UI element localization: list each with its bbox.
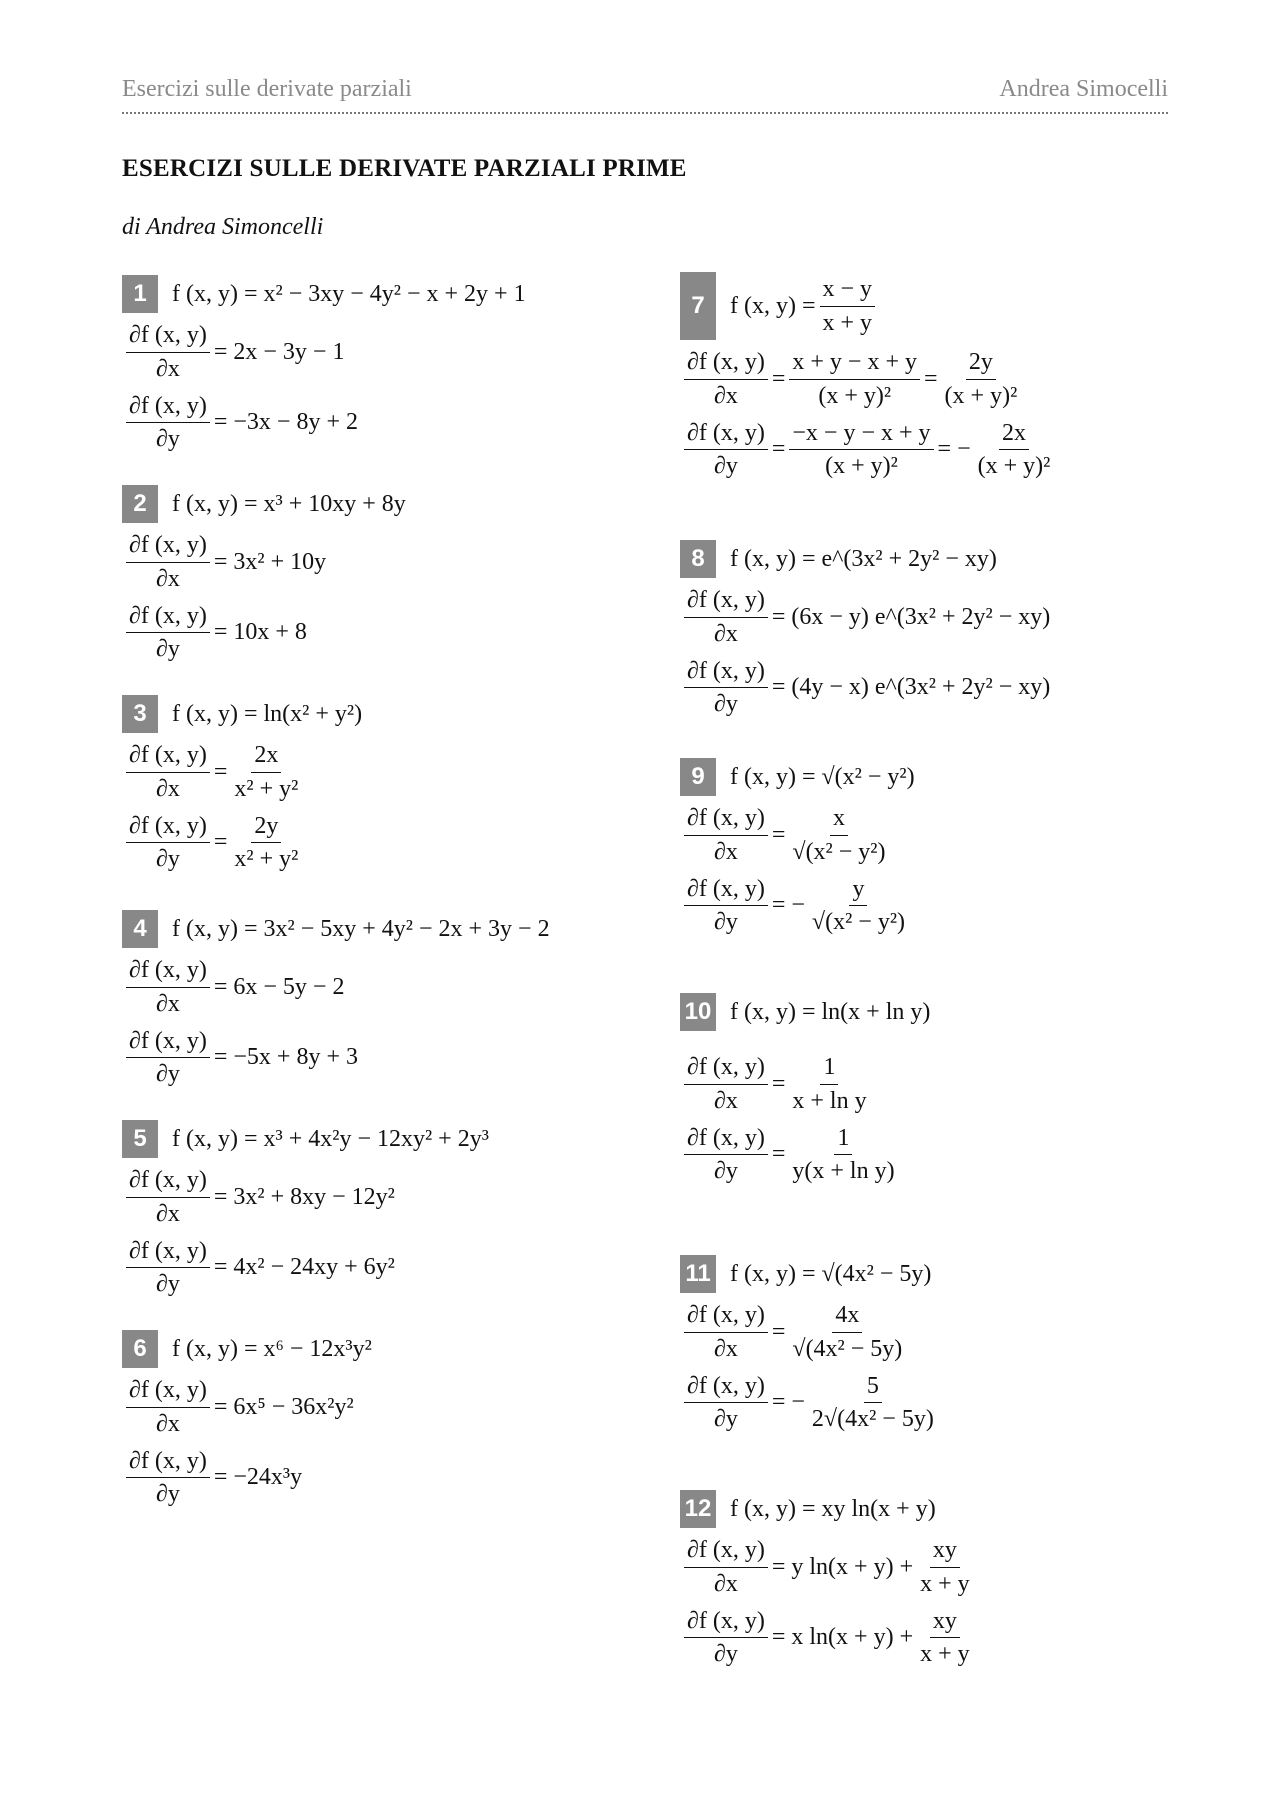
author-line: di Andrea Simoncelli <box>122 214 324 240</box>
exercise-number: 2 <box>122 485 158 523</box>
partial-x-label: $\frac{\partial f (x, y)}{\partial x}$ <box>684 804 768 867</box>
partial-y-result: $\frac{2y}{\text{x² + y²}}$ <box>234 812 299 873</box>
partial-x-result: = (6x − y) e^(3x² + 2y² − xy) <box>771 603 1051 630</box>
partial-y-result: = −24x³y <box>213 1464 303 1491</box>
partial-x-label: $\frac{\partial f (x, y)}{\partial x}$ <box>126 321 210 384</box>
partial-x-label: $\frac{\partial f (x, y)}{\partial x}$ <box>684 1053 768 1116</box>
partial-x-result: = 3x² + 8xy − 12y² <box>213 1183 395 1210</box>
partial-x-label: $\frac{\partial f (x, y)}{\partial x}$ <box>684 586 768 649</box>
exercise-10: 10 f (x, y) = ln(x + ln y) $\frac{\partial f (x, y)}{\partial x}$ = $\frac{1}{\text{x + ln y}}$ $\frac{\partial f (x, y)}{\partial y}$ = $\frac{1}{\text{y(x + ln y)}}$ <box>680 993 930 1186</box>
function-definition: f (x, y) = x³ + 4x²y − 12xy² + 2y³ <box>172 1125 489 1152</box>
function-definition: $\frac{x - y}{x + y}$ <box>820 275 876 338</box>
exercise-number: 5 <box>122 1120 158 1158</box>
partial-x-result: $\frac{x}{\text{√(x² − y²)}}$ <box>792 805 886 865</box>
partial-x-result: = 6x⁵ − 36x²y² <box>213 1393 354 1420</box>
partial-y-label: $\frac{\partial f (x, y)}{\partial y}$ <box>126 812 210 875</box>
exercise-number: 7 <box>680 272 716 340</box>
exercise-11: 11 f (x, y) = √(4x² − 5y) $\frac{\partial f (x, y)}{\partial x}$ = $\frac{4x}{\text{√(4x² − 5y)}}$ $\frac{\partial f (x, y)}{\partial y}$ = − $\frac{5}{\text{2√(4x² − 5y)}}$ <box>680 1255 941 1434</box>
partial-y-label: $\frac{\partial f (x, y)}{\partial y}$ <box>126 1447 210 1510</box>
function-definition: f (x, y) = x² − 3xy − 4y² − x + 2y + 1 <box>172 280 526 307</box>
function-definition: f (x, y) = √(4x² − 5y) <box>730 1260 932 1287</box>
partial-y-label: $\frac{\partial f (x, y)}{\partial y}$ <box>684 1372 768 1435</box>
partial-x-result: = 2x − 3y − 1 <box>213 338 345 365</box>
exercise-number: 9 <box>680 758 716 796</box>
header-divider <box>122 112 1168 114</box>
function-definition: f (x, y) = e^(3x² + 2y² − xy) <box>730 545 997 572</box>
partial-x-label: $\frac{\partial f (x, y)}{\partial x}$ <box>684 1536 768 1599</box>
exercise-1 <box>122 275 526 454</box>
partial-y-result: = (4y − x) e^(3x² + 2y² − xy) <box>771 674 1051 701</box>
partial-y-label: $\frac{\partial f (x, y)}{\partial y}$ <box>684 657 768 720</box>
partial-y-result: = −5x + 8y + 3 <box>213 1044 358 1071</box>
exercise-5 <box>122 1120 489 1299</box>
exercise-8 <box>680 540 1050 719</box>
partial-x-result: $\frac{1}{\text{x + ln y}}$ <box>792 1054 867 1114</box>
exercise-number: 12 <box>680 1490 716 1528</box>
header-left: Esercizi sulle derivate parziali <box>122 76 412 102</box>
partial-x-result: = 6x − 5y − 2 <box>213 973 345 1000</box>
partial-y-label: $\frac{\partial f (x, y)}{\partial y}$ <box>126 1027 210 1090</box>
function-definition: f (x, y) = x³ + 10xy + 8y <box>172 490 406 517</box>
partial-y-label: $\frac{\partial f (x, y)}{\partial y}$ <box>126 602 210 665</box>
partial-x-result: $\frac{x + y - x + y}{\text{(x + y)²}}$ <box>789 348 920 411</box>
partial-y-result: $\frac{1}{\text{y(x + ln y)}}$ <box>792 1124 895 1185</box>
exercise-number: 11 <box>680 1255 716 1293</box>
exercise-6 <box>122 1330 372 1509</box>
partial-x-label: $\frac{\partial f (x, y)}{\partial x}$ <box>126 1166 210 1229</box>
partial-x-label: $\frac{\partial f (x, y)}{\partial x}$ <box>126 741 210 804</box>
exercise-number: 10 <box>680 993 716 1031</box>
partial-y-label: $\frac{\partial f (x, y)}{\partial y}$ <box>684 419 768 482</box>
exercise-9: 9 f (x, y) = √(x² − y²) $\frac{\partial f (x, y)}{\partial x}$ = $\frac{x}{\text{√(x² − y²)}}$ $\frac{\partial f (x, y)}{\partial y}$ = − $\frac{y}{\text{√(x² − y²)}}$ <box>680 758 915 937</box>
exercise-number: 1 <box>122 275 158 313</box>
exercise-2 <box>122 485 406 664</box>
partial-y-result: = −3x − 8y + 2 <box>213 409 358 436</box>
partial-x-label: $\frac{\partial f (x, y)}{\partial x}$ <box>126 531 210 594</box>
exercise-number: 3 <box>122 695 158 733</box>
exercise-7: 7 f (x, y) = $\frac{x - y}{x + y}$ $\frac{\partial f (x, y)}{\partial x}$ = $\frac{x + y - x + y}{\text{(x + y)²}}$ = $\frac{2y}{\text{(x + y)²}}$ $\frac{\partial f (x, y)}{\partial y}$ = $\frac{-x - y - x + y}{\text{(x + y)²}}$ = − $\frac{2x}{\text{(x + y)²}}$ <box>680 272 1057 481</box>
partial-y-result: $\frac{5}{\text{2√(4x² − 5y)}}$ <box>811 1372 934 1433</box>
exercise-4 <box>122 910 550 1089</box>
partial-y-result: = 10x + 8 <box>213 619 307 646</box>
partial-x-label: $\frac{\partial f (x, y)}{\partial x}$ <box>126 1376 210 1439</box>
partial-x-result: $\frac{xy}{x + y}$ <box>920 1537 970 1597</box>
partial-x-label: $\frac{\partial f (x, y)}{\partial x}$ <box>684 1301 768 1364</box>
partial-x-label: $\frac{\partial f (x, y)}{\partial x}$ <box>126 956 210 1019</box>
partial-y-result: = 4x² − 24xy + 6y² <box>213 1254 395 1281</box>
partial-y-label: $\frac{\partial f (x, y)}{\partial y}$ <box>684 1124 768 1187</box>
partial-y-label: $\frac{\partial f (x, y)}{\partial y}$ <box>126 1237 210 1300</box>
partial-x-label: $\frac{\partial f (x, y)}{\partial x}$ <box>684 348 768 411</box>
partial-x-result: = 3x² + 10y <box>213 548 327 575</box>
header-right: Andrea Simocelli <box>999 76 1168 102</box>
function-definition: f (x, y) = ln(x² + y²) <box>172 700 363 727</box>
partial-y-simplified: $\frac{2x}{\text{(x + y)²}}$ <box>977 419 1051 480</box>
partial-y-result: $\frac{-x - y - x + y}{\text{(x + y)²}}$ <box>789 419 933 482</box>
partial-y-result: $\frac{y}{\text{√(x² − y²)}}$ <box>811 875 906 936</box>
exercise-12: 12 f (x, y) = xy ln(x + y) $\frac{\partial f (x, y)}{\partial x}$ = y ln(x + y) + $\frac{xy}{x + y}$ $\frac{\partial f (x, y)}{\partial y}$ = x ln(x + y) + $\frac{xy}{x + y}$ <box>680 1490 977 1669</box>
partial-x-result: $\frac{4x}{\text{√(4x² − 5y)}}$ <box>792 1302 903 1362</box>
partial-y-label: $\frac{\partial f (x, y)}{\partial y}$ <box>684 1607 768 1670</box>
partial-x-result: $\frac{2x}{\text{x² + y²}}$ <box>234 742 299 802</box>
exercise-number: 6 <box>122 1330 158 1368</box>
partial-y-label: $\frac{\partial f (x, y)}{\partial y}$ <box>684 875 768 938</box>
function-definition: f (x, y) = 3x² − 5xy + 4y² − 2x + 3y − 2 <box>172 915 550 942</box>
exercise-number: 4 <box>122 910 158 948</box>
exercise-3: 3 f (x, y) = ln(x² + y²) $\frac{\partial f (x, y)}{\partial x}$ = $\frac{2x}{\text{x² + y²}}$ $\frac{\partial f (x, y)}{\partial y}$ = $\frac{2y}{\text{x² + y²}}$ <box>122 695 362 874</box>
function-definition: f (x, y) = √(x² − y²) <box>730 763 915 790</box>
partial-x-simplified: $\frac{2y}{\text{(x + y)²}}$ <box>944 349 1018 409</box>
partial-y-label: $\frac{\partial f (x, y)}{\partial y}$ <box>126 392 210 455</box>
function-definition: f (x, y) = xy ln(x + y) <box>730 1495 936 1522</box>
function-definition: f (x, y) = x⁶ − 12x³y² <box>172 1335 372 1362</box>
partial-y-result: $\frac{xy}{x + y}$ <box>920 1607 970 1668</box>
page-title: ESERCIZI SULLE DERIVATE PARZIALI PRIME <box>122 155 687 182</box>
exercise-number: 8 <box>680 540 716 578</box>
function-definition: f (x, y) = ln(x + ln y) <box>730 998 931 1025</box>
